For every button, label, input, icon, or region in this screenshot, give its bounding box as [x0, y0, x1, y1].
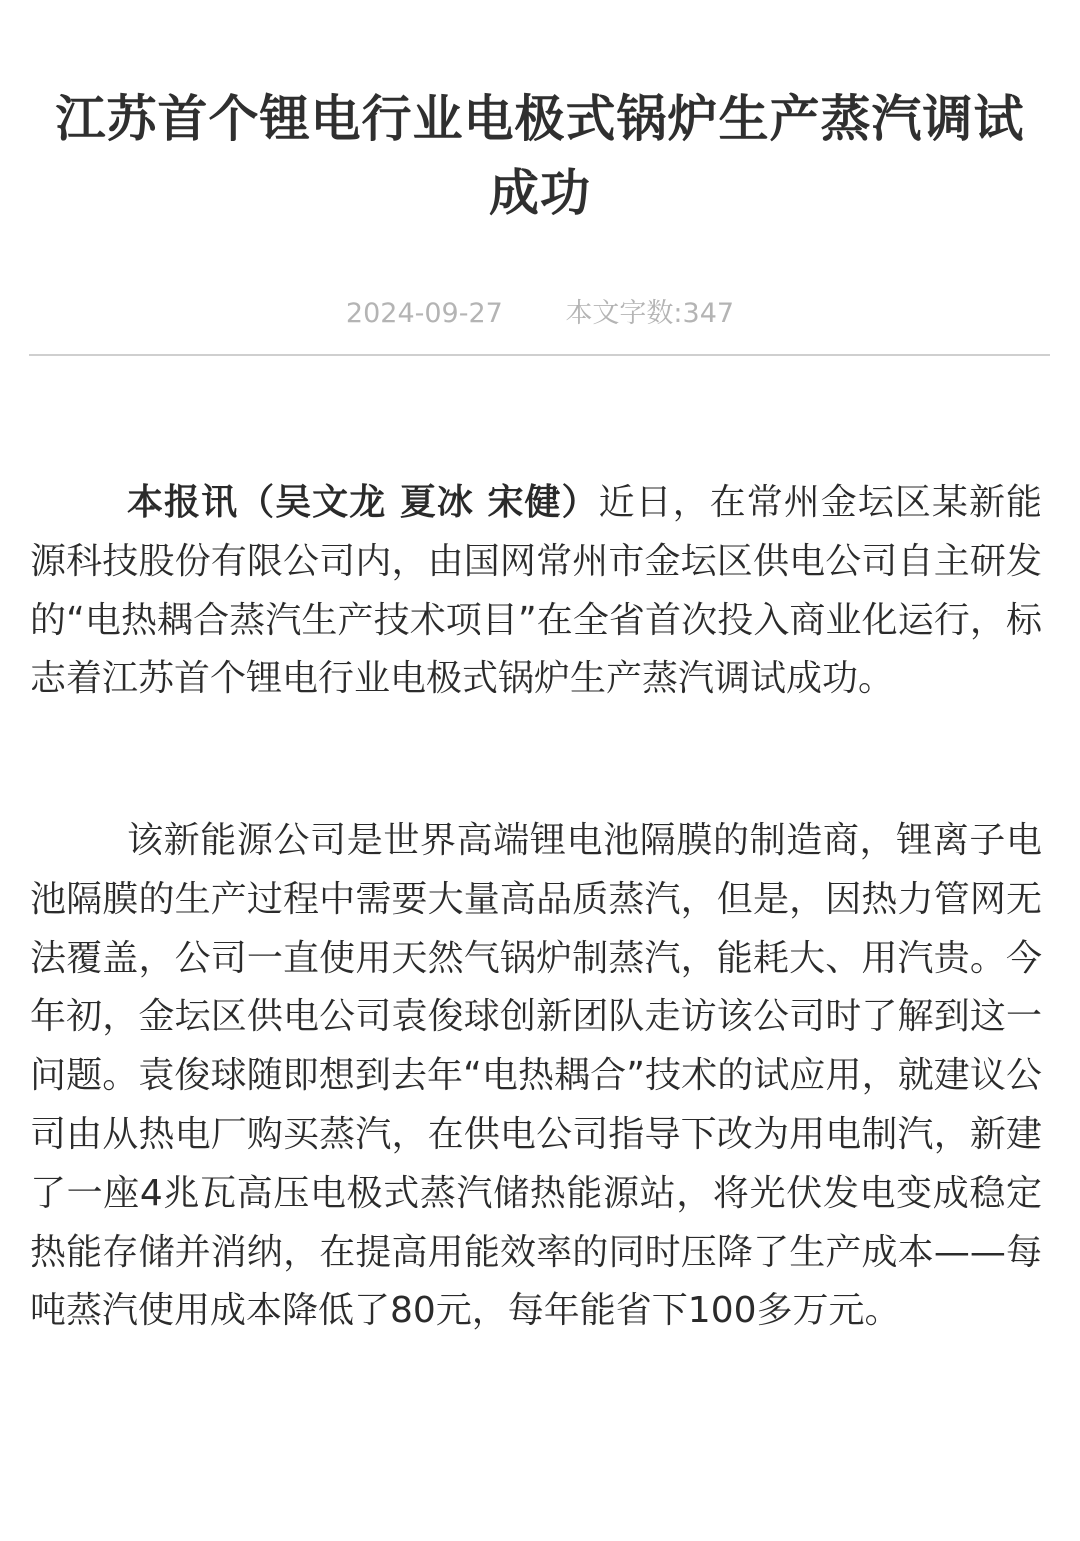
paragraph-2-text: 该新能源公司是世界高端锂电池隔膜的制造商，锂离子电池隔膜的生产过程中需要大量高品质蒸汽，但是，因热力管网无法覆盖，公司一直使用天然气锅炉制蒸汽，能耗大、用汽贵。今年初，金坛区供电公司袁俊球创新团队走访该公司时了解到这一问题。袁俊球随即想到去年“电热耦合”技术的试应用，就建议公司由从热电厂购买蒸汽，在供电公司指导下改为用电制汽，新建了一座4兆瓦高压电极式蒸汽储热能源站，将光伏发电变成稳定热能存储并消纳，在提高用能效率的同时压降了生产成本——每吨蒸汽使用成本降低了80元，每年能省下100多万元。: [30, 820, 1042, 1332]
publish-date: 2024-09-27: [345, 298, 503, 329]
article-meta: [0, 294, 1080, 334]
word-count: 本文字数:347: [565, 298, 735, 329]
paragraph-1-text: 近日，在常州金坛区某新能源科技股份有限公司内，由国网常州市金坛区供电公司自主研发的“电热耦合蒸汽生产技术项目”在全省首次投入商业化运行，标志着江苏首个锂电行业电极式锅炉生产蒸汽调试成功。: [30, 482, 1042, 700]
title-divider: [29, 354, 1050, 356]
article-paragraph-2: [30, 812, 1042, 1341]
byline-lead: 本报讯（吴文龙 夏冰 宋健）: [127, 482, 599, 523]
article-paragraph-1: [30, 474, 1042, 709]
article-title: 江苏首个锂电行业电极式锅炉生产蒸汽调试成功: [55, 90, 1025, 222]
